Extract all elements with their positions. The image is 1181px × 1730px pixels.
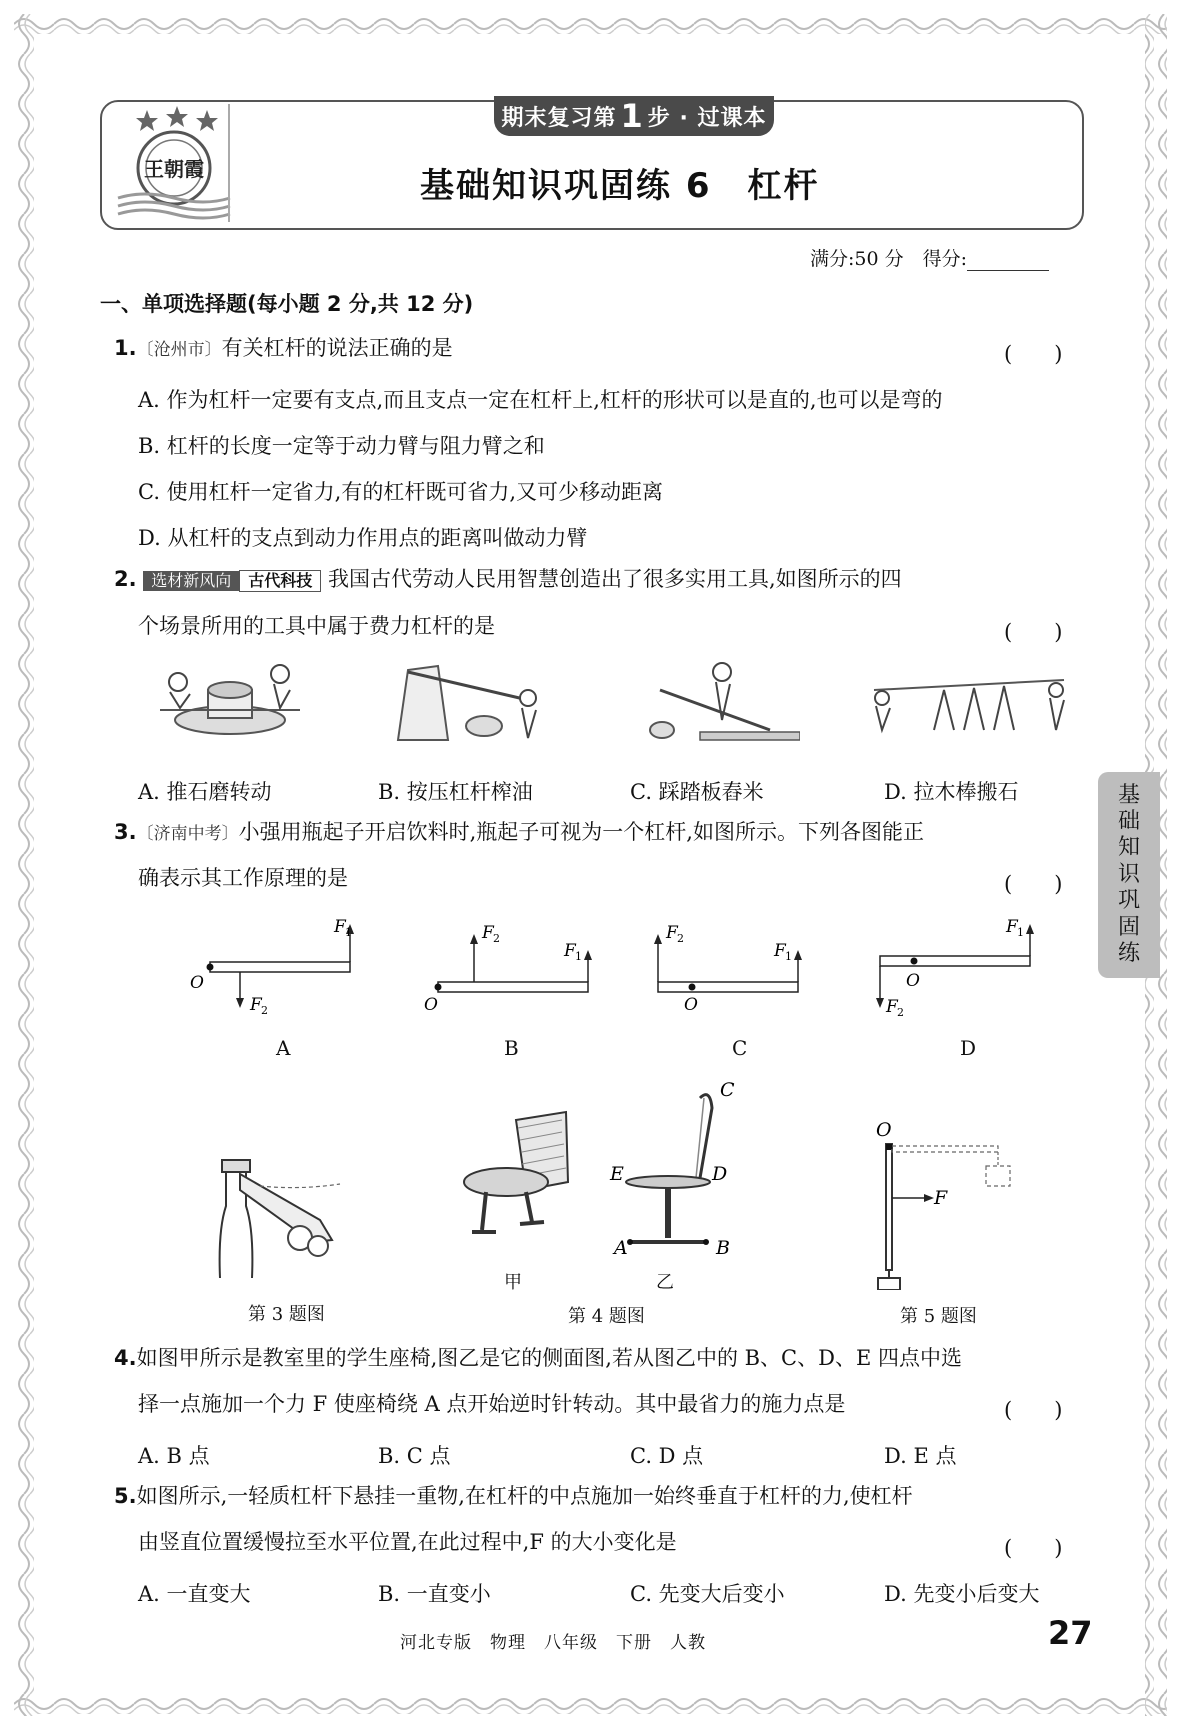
fig4-yi-label: 乙	[656, 1272, 674, 1293]
diagram-b-f2-sub: 2	[493, 932, 500, 945]
diagram-c-f2: F	[666, 923, 678, 943]
q1-number: 1.	[114, 336, 137, 360]
diagram-d-f1-sub: 1	[1017, 926, 1024, 939]
point-c-label: C	[720, 1079, 735, 1101]
q1-answer-paren[interactable]: ( )	[1004, 342, 1063, 366]
diagram-b-f1-sub: 1	[575, 950, 582, 963]
diagram-label-d: D	[960, 1036, 977, 1060]
logo-text: 王朝霞	[144, 157, 204, 181]
q1-option-d[interactable]: D. 从杠杆的支点到动力作用点的距离叫做动力臂	[138, 526, 588, 550]
question-3	[114, 822, 924, 843]
q4-stem-line2: 择一点施加一个力 F 使座椅绕 A 点开始逆时针转动。其中最省力的施力点是	[138, 1392, 846, 1416]
q2-number: 2.	[114, 567, 137, 591]
step-post: 步 · 过课本	[647, 105, 767, 131]
fig5-force-label: F	[934, 1187, 948, 1209]
diagram-d-f1: F	[1006, 917, 1018, 937]
q2-tag-ancient-tech: 古代科技	[239, 570, 321, 592]
side-tab-char: 巩	[1117, 888, 1140, 914]
scene-oil-press	[388, 660, 548, 748]
diagram-label-c: C	[732, 1036, 748, 1060]
fig5-pivot-label: O	[876, 1120, 892, 1141]
diagram-a-f2-sub: 2	[261, 1004, 268, 1017]
diagram-d-f2: F	[886, 997, 898, 1017]
page-number: 27	[1048, 1614, 1093, 1652]
fig3-caption: 第 3 题图	[248, 1304, 325, 1325]
lever-diagram-a[interactable]	[180, 910, 370, 1020]
chair-figure-jia	[456, 1110, 576, 1240]
question-2	[114, 569, 902, 592]
diagram-label-a: A	[276, 1036, 291, 1060]
score-label: 满分:50 分 得分:	[810, 248, 968, 270]
step-pre: 期末复习第	[501, 105, 617, 131]
lever-diagram-c[interactable]	[640, 910, 830, 1020]
side-tab-char: 知	[1117, 835, 1140, 861]
q5-option-b[interactable]: B. 一直变小	[378, 1582, 491, 1606]
q2-option-a[interactable]: A. 推石磨转动	[138, 780, 272, 804]
q5-answer-paren[interactable]: ( )	[1004, 1536, 1063, 1560]
q4-answer-paren[interactable]: ( )	[1004, 1398, 1063, 1422]
q3-stem-line1: 小强用瓶起子开启饮料时,瓶起子可视为一个杠杆,如图所示。下列各图能正	[238, 820, 924, 844]
q3-stem-line2: 确表示其工作原理的是	[138, 866, 348, 890]
question-4	[114, 1348, 962, 1369]
q5-stem-line1: 如图所示,一轻质杠杆下悬挂一重物,在杠杆的中点施加一始终垂直于杠杆的力,使杠杆	[136, 1484, 913, 1508]
score-blank[interactable]	[967, 252, 1049, 271]
publisher-logo	[114, 106, 234, 222]
q1-option-c[interactable]: C. 使用杠杆一定省力,有的杠杆既可省力,又可少移动距离	[138, 480, 664, 504]
point-a-label: A	[614, 1237, 628, 1258]
page-title: 基础知识巩固练 6 杠杆	[420, 166, 820, 206]
diagram-b-f2: F	[482, 923, 494, 943]
side-tab-char: 识	[1117, 861, 1140, 887]
q2-option-b[interactable]: B. 按压杠杆榨油	[378, 780, 533, 804]
question-5	[114, 1486, 913, 1507]
diagram-c-f2-sub: 2	[677, 932, 684, 945]
side-tab-char: 练	[1117, 940, 1140, 966]
point-b-label: B	[716, 1237, 730, 1258]
q4-option-a[interactable]: A. B 点	[138, 1444, 210, 1468]
diagram-a-f1: F	[334, 917, 346, 937]
q2-stem-line1: 我国古代劳动人民用智慧创造出了很多实用工具,如图所示的四	[328, 567, 902, 591]
diagram-b-f1: F	[564, 941, 576, 961]
chair-figure-yi	[608, 1078, 748, 1258]
side-tab-char: 基	[1117, 782, 1140, 808]
q5-number: 5.	[114, 1484, 137, 1508]
q1-stem: 有关杠杆的说法正确的是	[221, 336, 453, 360]
diagram-label-b: B	[504, 1036, 519, 1060]
point-d-label: D	[712, 1163, 728, 1185]
header-divider	[228, 104, 230, 222]
q5-option-a[interactable]: A. 一直变大	[138, 1582, 251, 1606]
q2-tag-new-trend: 选材新风向	[143, 571, 239, 591]
q3-number: 3.	[114, 820, 137, 844]
section-heading: 一、单项选择题(每小题 2 分,共 12 分)	[100, 292, 474, 316]
q2-answer-paren[interactable]: ( )	[1004, 620, 1063, 644]
diagram-a-pivot: O	[190, 973, 204, 993]
diagram-c-f1-sub: 1	[785, 950, 792, 963]
q2-option-d[interactable]: D. 拉木棒搬石	[884, 780, 1019, 804]
diagram-d-f2-sub: 2	[897, 1006, 904, 1019]
diagram-a-f1-sub: 1	[345, 926, 352, 939]
diagram-c-f1: F	[774, 941, 786, 961]
q4-stem-line1: 如图甲所示是教室里的学生座椅,图乙是它的侧面图,若从图乙中的 B、C、D、E 四点中选	[136, 1346, 962, 1370]
side-tab-char: 固	[1117, 914, 1140, 940]
q2-option-c[interactable]: C. 踩踏板舂米	[630, 780, 764, 804]
lever-diagram-d[interactable]	[862, 910, 1052, 1020]
scene-log-lever	[864, 660, 1074, 748]
q5-stem-line2: 由竖直位置缓慢拉至水平位置,在此过程中,F 的大小变化是	[138, 1530, 677, 1554]
q1-option-b[interactable]: B. 杠杆的长度一定等于动力臂与阻力臂之和	[138, 434, 545, 458]
step-number: 1	[620, 97, 644, 135]
q5-option-d[interactable]: D. 先变小后变大	[884, 1582, 1040, 1606]
q3-answer-paren[interactable]: ( )	[1004, 872, 1063, 896]
footer-text: 河北专版 物理 八年级 下册 人教	[400, 1633, 706, 1653]
lever-diagram-b[interactable]	[412, 910, 602, 1020]
q4-option-b[interactable]: B. C 点	[378, 1444, 451, 1468]
fig4-caption: 第 4 题图	[568, 1306, 645, 1327]
q4-number: 4.	[114, 1346, 137, 1370]
side-tab-basic-practice[interactable]	[1098, 772, 1160, 978]
q1-source: 〔沧州市〕	[136, 340, 222, 360]
bottle-opener-figure	[200, 1150, 350, 1280]
scene-stone-mill	[150, 660, 310, 748]
step-banner	[494, 96, 774, 136]
fig5-caption: 第 5 题图	[900, 1306, 977, 1327]
q4-option-c[interactable]: C. D 点	[630, 1444, 704, 1468]
side-tab-char: 础	[1117, 809, 1140, 835]
vertical-lever-figure	[870, 1120, 1020, 1290]
q4-option-d[interactable]: D. E 点	[884, 1444, 957, 1468]
diagram-a-f2: F	[250, 995, 262, 1015]
point-e-label: E	[610, 1163, 624, 1185]
question-1	[114, 338, 453, 359]
q2-stem-line2: 个场景所用的工具中属于费力杠杆的是	[138, 614, 495, 638]
score-line	[810, 244, 1049, 271]
scene-rice-pounding	[640, 660, 800, 748]
q1-option-a[interactable]: A. 作为杠杆一定要有支点,而且支点一定在杠杆上,杠杆的形状可以是直的,也可以是弯的	[138, 388, 943, 412]
diagram-c-pivot: O	[684, 995, 698, 1015]
diagram-d-pivot: O	[906, 971, 920, 991]
diagram-b-pivot: O	[424, 995, 438, 1015]
q5-option-c[interactable]: C. 先变大后变小	[630, 1582, 785, 1606]
q3-source: 〔济南中考〕	[136, 824, 239, 844]
fig4-jia-label: 甲	[504, 1272, 522, 1293]
